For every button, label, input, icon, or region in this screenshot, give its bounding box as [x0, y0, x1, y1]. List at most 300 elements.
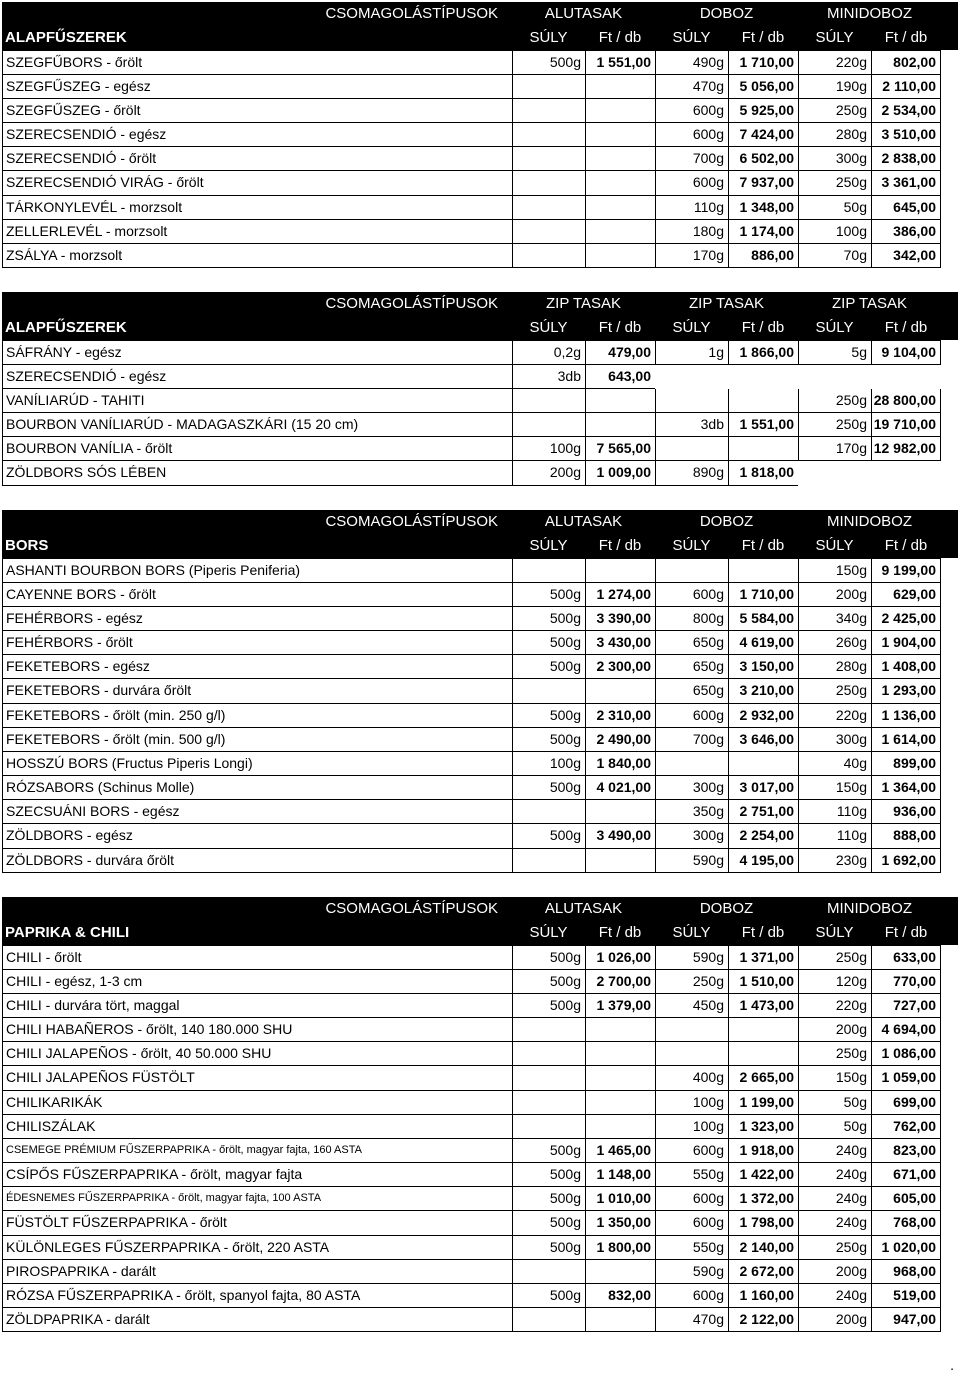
price-cell	[585, 220, 655, 244]
section-table	[2, 2, 958, 268]
price-cell: 5 925,00	[728, 99, 798, 123]
product-name: SZEGFŰBORS - őrölt	[2, 50, 512, 74]
product-name: TÁRKONYLEVÉL - morzsolt	[2, 196, 512, 220]
price-cell: 7 937,00	[728, 171, 798, 195]
price-cell: 888,00	[871, 824, 941, 848]
weight-column-header: SÚLY	[529, 924, 568, 942]
weight-cell: 190g	[798, 75, 871, 99]
weight-cell: 500g	[512, 776, 585, 800]
packaging-group-label: ZIP TASAK	[688, 295, 765, 312]
weight-cell: 450g	[655, 994, 728, 1018]
price-column-header: Ft / db	[598, 29, 642, 47]
weight-cell: 470g	[655, 75, 728, 99]
weight-cell: 600g	[655, 583, 728, 607]
table-row	[2, 970, 958, 994]
weight-cell: 200g	[798, 583, 871, 607]
price-cell: 968,00	[871, 1260, 941, 1284]
weight-cell	[655, 365, 728, 389]
weight-cell: 550g	[655, 1236, 728, 1260]
product-name: BOURBON VANÍLIARÚD - MADAGASZKÁRI (15 20 cm)	[2, 413, 512, 437]
weight-cell: 250g	[798, 945, 871, 969]
table-row	[2, 583, 958, 607]
weight-cell: 110g	[798, 800, 871, 824]
product-name: FEKETEBORS - őrölt (min. 250 g/l)	[2, 704, 512, 728]
weight-cell: 200g	[798, 1018, 871, 1042]
price-cell: 386,00	[871, 220, 941, 244]
table-row	[2, 196, 958, 220]
table-row	[2, 1018, 958, 1042]
price-cell	[585, 800, 655, 824]
weight-cell: 150g	[798, 1066, 871, 1090]
table-row	[2, 704, 958, 728]
price-cell: 1 465,00	[585, 1139, 655, 1163]
weight-cell	[512, 171, 585, 195]
product-name: ÉDESNEMES FŰSZERPAPRIKA - őrölt, magyar fajta, 100 ASTA	[2, 1187, 512, 1211]
weight-cell: 70g	[798, 244, 871, 268]
price-column-header: Ft / db	[884, 537, 928, 555]
price-cell	[585, 196, 655, 220]
price-cell	[728, 437, 798, 461]
weight-cell: 500g	[512, 824, 585, 848]
table-row	[2, 1211, 958, 1235]
weight-column-header: SÚLY	[672, 319, 711, 337]
price-cell: 1 020,00	[871, 1236, 941, 1260]
table-row	[2, 413, 958, 437]
table-row	[2, 147, 958, 171]
price-cell: 2 425,00	[871, 607, 941, 631]
weight-cell	[655, 437, 728, 461]
price-cell: 479,00	[585, 340, 655, 364]
weight-cell: 400g	[655, 1066, 728, 1090]
price-cell: 519,00	[871, 1284, 941, 1308]
price-cell: 2 534,00	[871, 99, 941, 123]
price-cell: 1 918,00	[728, 1139, 798, 1163]
weight-cell: 100g	[655, 1115, 728, 1139]
product-name: FÜSTÖLT FŰSZERPAPRIKA - őrölt	[2, 1211, 512, 1235]
product-name: VANÍLIARÚD - TAHITI	[2, 389, 512, 413]
weight-cell: 250g	[655, 970, 728, 994]
price-cell: 1 026,00	[585, 945, 655, 969]
table-row	[2, 631, 958, 655]
column-header-row	[2, 921, 958, 945]
price-cell: 3 017,00	[728, 776, 798, 800]
price-cell: 1 148,00	[585, 1163, 655, 1187]
weight-cell	[512, 244, 585, 268]
weight-cell: 250g	[798, 99, 871, 123]
product-name: RÓZSABORS (Schinus Molle)	[2, 776, 512, 800]
price-cell	[585, 1066, 655, 1090]
price-column-header: Ft / db	[884, 319, 928, 337]
price-cell: 1 904,00	[871, 631, 941, 655]
weight-cell: 100g	[655, 1091, 728, 1115]
price-cell: 1 800,00	[585, 1236, 655, 1260]
product-name: SÁFRÁNY - egész	[2, 340, 512, 364]
weight-cell: 470g	[655, 1308, 728, 1332]
weight-cell	[655, 558, 728, 582]
product-name: BOURBON VANÍLIA - őrölt	[2, 437, 512, 461]
price-cell: 727,00	[871, 994, 941, 1018]
weight-cell: 240g	[798, 1163, 871, 1187]
price-cell: 28 800,00	[871, 389, 941, 413]
weight-cell: 500g	[512, 1284, 585, 1308]
weight-cell: 0,2g	[512, 340, 585, 364]
product-name: ZÖLDPAPRIKA - darált	[2, 1308, 512, 1332]
section-table	[2, 292, 958, 486]
price-cell	[585, 147, 655, 171]
weight-cell: 220g	[798, 704, 871, 728]
table-row	[2, 1284, 958, 1308]
price-cell: 1 818,00	[728, 461, 798, 485]
packaging-group-label: MINIDOBOZ	[827, 5, 912, 22]
weight-cell: 220g	[798, 994, 871, 1018]
price-cell: 1 199,00	[728, 1091, 798, 1115]
price-cell	[585, 171, 655, 195]
product-name: CHILI - durvára tört, maggal	[2, 994, 512, 1018]
weight-cell: 200g	[798, 1308, 871, 1332]
price-cell	[585, 75, 655, 99]
weight-cell: 240g	[798, 1139, 871, 1163]
packaging-group-label: MINIDOBOZ	[827, 900, 912, 917]
price-cell	[585, 1115, 655, 1139]
weight-cell: 150g	[798, 558, 871, 582]
product-name: CHILI JALAPEÑOS - őrölt, 40 50.000 SHU	[2, 1042, 512, 1066]
weight-cell	[512, 1066, 585, 1090]
weight-cell: 500g	[512, 631, 585, 655]
weight-cell: 300g	[655, 776, 728, 800]
price-cell: 1 009,00	[585, 461, 655, 485]
weight-cell: 500g	[512, 1236, 585, 1260]
price-cell: 1 379,00	[585, 994, 655, 1018]
weight-cell: 180g	[655, 220, 728, 244]
table-row	[2, 800, 958, 824]
weight-cell: 240g	[798, 1187, 871, 1211]
table-row	[2, 558, 958, 582]
packaging-types-label: CSOMAGOLÁSTÍPUSOK	[325, 900, 498, 917]
footer-mark: .	[950, 1357, 954, 1373]
price-cell	[585, 1091, 655, 1115]
weight-cell: 590g	[655, 849, 728, 873]
price-cell	[728, 1018, 798, 1042]
packaging-header-row	[2, 2, 958, 26]
price-cell	[585, 1018, 655, 1042]
product-name: CHILI JALAPEÑOS FÜSTÖLT	[2, 1066, 512, 1090]
table-row	[2, 99, 958, 123]
packaging-types-label: CSOMAGOLÁSTÍPUSOK	[325, 295, 498, 312]
price-cell: 2 838,00	[871, 147, 941, 171]
section-table	[2, 897, 958, 1332]
price-cell: 1 372,00	[728, 1187, 798, 1211]
table-row	[2, 679, 958, 703]
price-cell: 1 364,00	[871, 776, 941, 800]
price-cell	[585, 1260, 655, 1284]
price-column-header: Ft / db	[741, 29, 785, 47]
price-cell: 3 361,00	[871, 171, 941, 195]
weight-cell	[512, 800, 585, 824]
weight-cell: 500g	[512, 1211, 585, 1235]
price-cell: 2 665,00	[728, 1066, 798, 1090]
price-cell: 899,00	[871, 752, 941, 776]
price-cell: 1 136,00	[871, 704, 941, 728]
price-cell: 3 390,00	[585, 607, 655, 631]
product-name: ZÖLDBORS - durvára őrölt	[2, 849, 512, 873]
weight-cell: 200g	[798, 1260, 871, 1284]
weight-cell: 230g	[798, 849, 871, 873]
price-cell: 699,00	[871, 1091, 941, 1115]
table-row	[2, 849, 958, 873]
table-row	[2, 437, 958, 461]
price-cell: 2 300,00	[585, 655, 655, 679]
price-cell	[728, 389, 798, 413]
price-cell: 3 490,00	[585, 824, 655, 848]
weight-cell: 200g	[512, 461, 585, 485]
price-cell: 1 692,00	[871, 849, 941, 873]
weight-cell: 1g	[655, 340, 728, 364]
product-name: CHILI - egész, 1-3 cm	[2, 970, 512, 994]
product-name: ASHANTI BOURBON BORS (Piperis Peniferia)	[2, 558, 512, 582]
weight-cell: 350g	[655, 800, 728, 824]
price-column-header: Ft / db	[598, 924, 642, 942]
price-cell: 762,00	[871, 1115, 941, 1139]
weight-column-header: SÚLY	[672, 537, 711, 555]
packaging-group-label: ALUTASAK	[544, 900, 623, 917]
weight-cell: 500g	[512, 704, 585, 728]
table-row	[2, 123, 958, 147]
weight-cell: 600g	[655, 1187, 728, 1211]
weight-cell: 500g	[512, 994, 585, 1018]
price-cell: 4 694,00	[871, 1018, 941, 1042]
weight-cell: 700g	[655, 728, 728, 752]
weight-cell	[655, 389, 728, 413]
packaging-types-label: CSOMAGOLÁSTÍPUSOK	[325, 5, 498, 22]
weight-cell: 250g	[798, 413, 871, 437]
weight-cell: 650g	[655, 679, 728, 703]
product-name: CHILI - őrölt	[2, 945, 512, 969]
weight-cell: 590g	[655, 945, 728, 969]
price-cell: 1 086,00	[871, 1042, 941, 1066]
price-cell: 3 510,00	[871, 123, 941, 147]
price-cell: 629,00	[871, 583, 941, 607]
weight-cell: 250g	[798, 679, 871, 703]
weight-cell: 280g	[798, 123, 871, 147]
product-name: CSÍPŐS FŰSZERPAPRIKA - őrölt, magyar fajta	[2, 1163, 512, 1187]
table-row	[2, 824, 958, 848]
price-cell: 2 140,00	[728, 1236, 798, 1260]
price-cell	[585, 1042, 655, 1066]
product-name: FEKETEBORS - őrölt (min. 500 g/l)	[2, 728, 512, 752]
price-cell: 643,00	[585, 365, 655, 389]
weight-cell	[512, 679, 585, 703]
weight-cell: 250g	[798, 171, 871, 195]
weight-cell: 5g	[798, 340, 871, 364]
price-cell: 645,00	[871, 196, 941, 220]
weight-cell	[512, 75, 585, 99]
price-cell: 1 010,00	[585, 1187, 655, 1211]
price-cell: 1 408,00	[871, 655, 941, 679]
weight-cell: 600g	[655, 1139, 728, 1163]
price-cell: 832,00	[585, 1284, 655, 1308]
product-name: FEHÉRBORS - őrölt	[2, 631, 512, 655]
weight-cell: 600g	[655, 123, 728, 147]
price-cell: 823,00	[871, 1139, 941, 1163]
price-cell: 1 866,00	[728, 340, 798, 364]
product-name: ZELLERLEVÉL - morzsolt	[2, 220, 512, 244]
price-cell	[728, 558, 798, 582]
table-row	[2, 1236, 958, 1260]
price-cell: 1 059,00	[871, 1066, 941, 1090]
section-title: ALAPFŰSZEREK	[5, 29, 127, 47]
price-cell: 1 551,00	[728, 413, 798, 437]
price-cell	[585, 244, 655, 268]
price-cell: 1 710,00	[728, 50, 798, 74]
price-cell	[585, 99, 655, 123]
weight-cell: 3db	[655, 413, 728, 437]
price-cell: 2 110,00	[871, 75, 941, 99]
weight-cell: 240g	[798, 1211, 871, 1235]
product-name: RÓZSA FŰSZERPAPRIKA - őrölt, spanyol fajta, 80 ASTA	[2, 1284, 512, 1308]
weight-cell: 650g	[655, 655, 728, 679]
weight-cell: 500g	[512, 1139, 585, 1163]
section-title: BORS	[5, 537, 49, 555]
price-cell: 2 254,00	[728, 824, 798, 848]
price-cell: 4 021,00	[585, 776, 655, 800]
column-header-row	[2, 26, 958, 50]
price-cell: 2 751,00	[728, 800, 798, 824]
weight-cell	[512, 1115, 585, 1139]
price-column-header: Ft / db	[598, 319, 642, 337]
price-cell: 2 672,00	[728, 1260, 798, 1284]
product-name: ZÖLDBORS - egész	[2, 824, 512, 848]
weight-cell: 600g	[655, 1284, 728, 1308]
price-cell: 605,00	[871, 1187, 941, 1211]
price-cell: 936,00	[871, 800, 941, 824]
weight-cell: 500g	[512, 1163, 585, 1187]
price-cell: 1 798,00	[728, 1211, 798, 1235]
table-row	[2, 171, 958, 195]
weight-cell: 600g	[655, 171, 728, 195]
price-cell	[585, 558, 655, 582]
table-row	[2, 945, 958, 969]
table-row	[2, 75, 958, 99]
table-row	[2, 220, 958, 244]
price-cell: 5 584,00	[728, 607, 798, 631]
price-column-header: Ft / db	[741, 319, 785, 337]
price-cell	[585, 849, 655, 873]
weight-cell: 500g	[512, 655, 585, 679]
product-name: FEKETEBORS - durvára őrölt	[2, 679, 512, 703]
weight-cell: 600g	[655, 99, 728, 123]
packaging-group-label: DOBOZ	[699, 5, 754, 22]
packaging-group-label: MINIDOBOZ	[827, 513, 912, 530]
weight-column-header: SÚLY	[815, 29, 854, 47]
price-cell: 671,00	[871, 1163, 941, 1187]
table-row	[2, 1115, 958, 1139]
weight-cell	[655, 1018, 728, 1042]
price-cell: 3 646,00	[728, 728, 798, 752]
price-cell: 1 160,00	[728, 1284, 798, 1308]
table-row	[2, 340, 958, 364]
weight-cell: 240g	[798, 1284, 871, 1308]
price-cell: 886,00	[728, 244, 798, 268]
weight-cell: 500g	[512, 50, 585, 74]
product-name: CAYENNE BORS - őrölt	[2, 583, 512, 607]
weight-cell: 3db	[512, 365, 585, 389]
table-row	[2, 365, 958, 389]
price-cell: 633,00	[871, 945, 941, 969]
price-cell: 2 310,00	[585, 704, 655, 728]
price-cell	[585, 123, 655, 147]
weight-column-header: SÚLY	[672, 29, 711, 47]
weight-cell: 500g	[512, 607, 585, 631]
weight-cell: 170g	[655, 244, 728, 268]
weight-column-header: SÚLY	[529, 537, 568, 555]
table-row	[2, 389, 958, 413]
weight-cell	[512, 849, 585, 873]
weight-cell: 120g	[798, 970, 871, 994]
weight-cell: 590g	[655, 1260, 728, 1284]
table-row	[2, 1139, 958, 1163]
product-name: SZEGFŰSZEG - őrölt	[2, 99, 512, 123]
section-table	[2, 510, 958, 873]
weight-cell	[512, 99, 585, 123]
price-cell	[585, 1308, 655, 1332]
table-row	[2, 1260, 958, 1284]
price-cell: 9 104,00	[871, 340, 941, 364]
weight-cell: 550g	[655, 1163, 728, 1187]
price-cell: 6 502,00	[728, 147, 798, 171]
weight-cell: 220g	[798, 50, 871, 74]
product-name: SZEGFŰSZEG - egész	[2, 75, 512, 99]
section-title: ALAPFŰSZEREK	[5, 319, 127, 337]
table-row	[2, 461, 958, 485]
product-name: SZERECSENDIÓ VIRÁG - őrölt	[2, 171, 512, 195]
price-cell	[585, 679, 655, 703]
price-column-header: Ft / db	[741, 924, 785, 942]
price-cell: 3 210,00	[728, 679, 798, 703]
weight-cell	[512, 558, 585, 582]
weight-cell: 50g	[798, 1115, 871, 1139]
weight-cell: 600g	[655, 1211, 728, 1235]
price-cell: 4 195,00	[728, 849, 798, 873]
table-row	[2, 1066, 958, 1090]
table-row	[2, 50, 958, 74]
price-cell: 1 614,00	[871, 728, 941, 752]
weight-cell: 250g	[798, 389, 871, 413]
price-cell: 9 199,00	[871, 558, 941, 582]
weight-cell: 50g	[798, 196, 871, 220]
section-title: PAPRIKA & CHILI	[5, 924, 130, 942]
weight-cell: 280g	[798, 655, 871, 679]
weight-cell: 500g	[512, 583, 585, 607]
product-name: CHILIKARIKÁK	[2, 1091, 512, 1115]
price-cell: 19 710,00	[871, 413, 941, 437]
weight-cell	[512, 389, 585, 413]
price-cell: 1 422,00	[728, 1163, 798, 1187]
price-cell: 1 348,00	[728, 196, 798, 220]
weight-cell	[798, 461, 871, 485]
table-row	[2, 655, 958, 679]
weight-cell: 300g	[798, 728, 871, 752]
table-row	[2, 776, 958, 800]
price-cell: 1 350,00	[585, 1211, 655, 1235]
product-name: FEKETEBORS - egész	[2, 655, 512, 679]
price-cell: 1 551,00	[585, 50, 655, 74]
weight-cell: 500g	[512, 728, 585, 752]
weight-cell	[512, 220, 585, 244]
price-column-header: Ft / db	[884, 924, 928, 942]
weight-cell: 110g	[655, 196, 728, 220]
weight-cell: 40g	[798, 752, 871, 776]
product-name: KÜLÖNLEGES FŰSZERPAPRIKA - őrölt, 220 ASTA	[2, 1236, 512, 1260]
